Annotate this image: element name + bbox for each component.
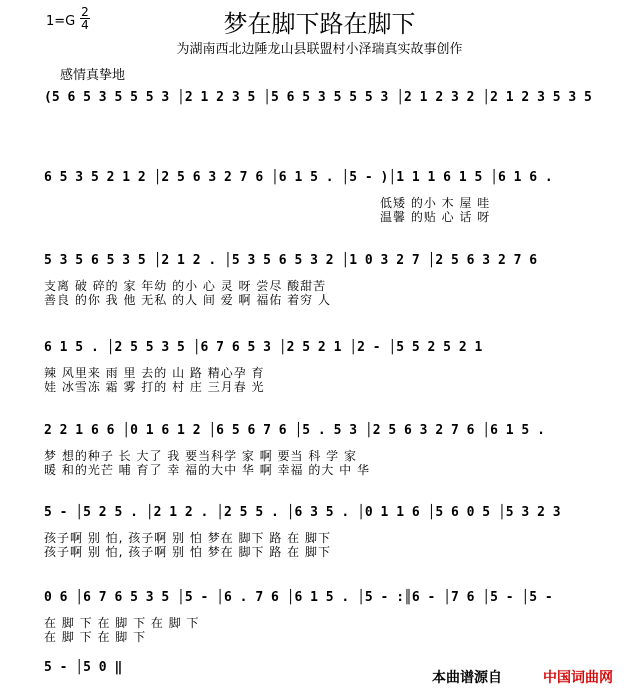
song-subtitle: 为湖南西北边陲龙山县联盟村小泽瑞真实故事创作 [176, 42, 463, 57]
lyric-line: 在 脚 下 在 脚 下 [44, 630, 147, 644]
lyric-line: 梦 想的种子 长 大了 我 要当科学 家 啊 要当 科 学 家 [44, 449, 357, 463]
notation-row: 2 2 1 6 6 │0 1 6 1 2 │6 5 6 7 6 │5 . 5 3 │2 5 6 3 2 7 6 │6 1 5 . [44, 423, 545, 438]
notation-row: 5 3 5 6 5 3 5 │2 1 2 . │5 3 5 6 5 3 2 │1 0 3 2 7 │2 5 6 3 2 7 6 [44, 253, 538, 268]
notation-row: 0 6 │6 7 6 5 3 5 │5 - │6 . 7 6 │6 1 5 . │5 - :║6 - │7 6 │5 - │5 - [44, 590, 553, 605]
lyric-line: 辣 风里来 雨 里 去的 山 路 精心孕 育 [44, 366, 265, 380]
notation-row: 5 - │5 0 ‖ [44, 660, 123, 675]
lyric-line: 善良 的你 我 他 无私 的人 间 爱 啊 福佑 着穷 人 [44, 293, 331, 307]
lyric-line: 低矮 的小 木 屋 哇 [380, 196, 491, 210]
tempo-marking: 感情真挚地 [60, 68, 126, 83]
lyric-line: 孩子啊 别 怕, 孩子啊 别 怕 梦在 脚下 路 在 脚下 [44, 545, 331, 559]
notation-row: (5 6 5 3 5 5 5 3 │2 1 2 3 5 │5 6 5 3 5 5 5 3 │2 1 2 3 2 │2 1 2 3 5 3 5 [44, 90, 592, 105]
notation-row: 6 5 3 5 2 1 2 │2 5 6 3 2 7 6 │6 1 5 . │5 - )│1 1 1 6 1 5 │6 1 6 . [44, 170, 553, 185]
key-label: 1=G [46, 14, 76, 29]
lyric-line: 在 脚 下 在 脚 下 在 脚 下 [44, 616, 200, 630]
time-top: 2 [81, 5, 89, 19]
source-label: 本曲谱源自 [432, 670, 502, 686]
lyric-line: 支离 破 碎的 家 年幼 的小 心 灵 呀 尝尽 酸甜苦 [44, 279, 327, 293]
site-name: 中国词曲网 [543, 670, 613, 686]
lyric-line: 暖 和的光芒 哺 育了 幸 福的大中 华 啊 幸福 的大 中 华 [44, 463, 370, 477]
time-bottom: 4 [81, 18, 89, 32]
lyric-line: 娃 冰雪冻 霜 雾 打的 村 庄 三月春 光 [44, 380, 265, 394]
notation-row: 6 1 5 . │2 5 5 3 5 │6 7 6 5 3 │2 5 2 1 │2 - │5 5 2 5 2 1 [44, 340, 483, 355]
lyric-line: 温馨 的贴 心 话 呀 [380, 210, 491, 224]
song-title: 梦在脚下路在脚下 [223, 10, 416, 38]
lyric-line: 孩子啊 别 怕, 孩子啊 别 怕 梦在 脚下 路 在 脚下 [44, 531, 331, 545]
notation-row: 5 - │5 2 5 . │2 1 2 . │2 5 5 . │6 3 5 . │0 1 1 6 │5 6 0 5 │5 3 2 3 [44, 505, 561, 520]
